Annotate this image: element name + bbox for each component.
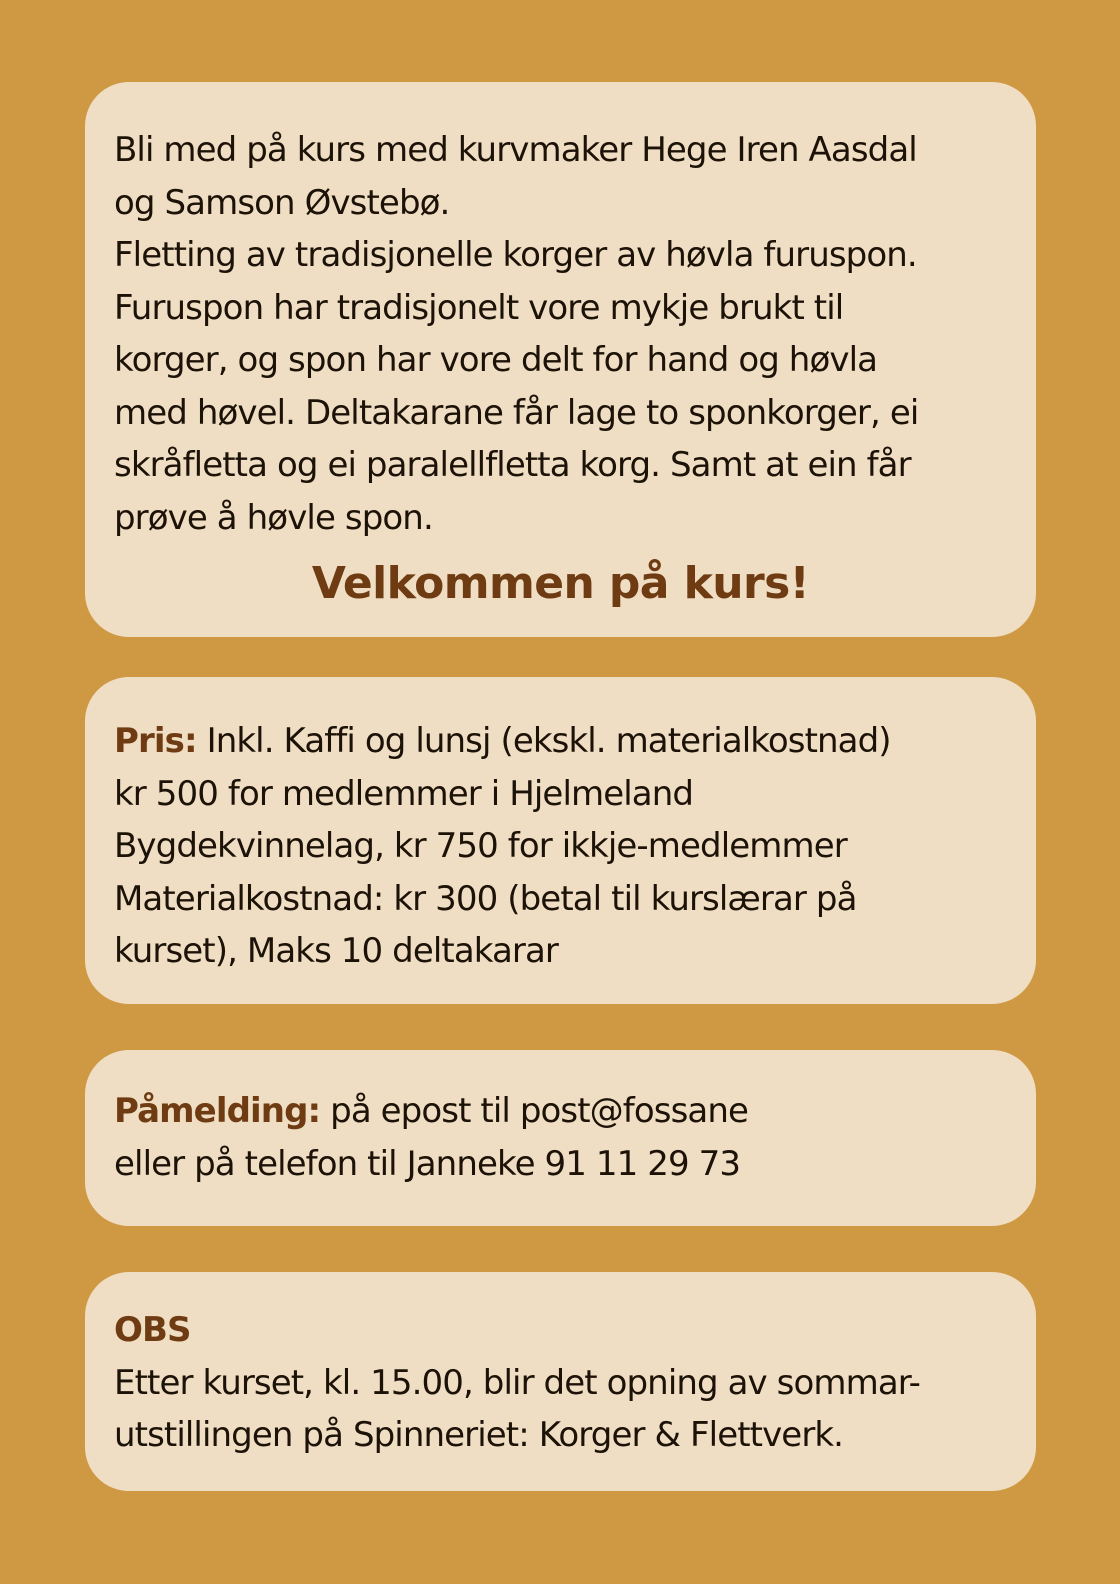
course-intro-card: [85, 82, 1036, 637]
signup-label: Påmelding:: [114, 1091, 321, 1131]
obs-line: utstillingen på Spinneriet: Korger & Flettverk.: [114, 1415, 844, 1455]
description-line: med høvel. Deltakarane får lage to sponkorger, ei: [114, 392, 919, 433]
description-line: korger, og spon har vore delt for hand og høvla: [114, 340, 878, 380]
price-first-text: Inkl. Kaffi og lunsj (ekskl. materialkostnad): [196, 721, 891, 761]
price-card: [85, 677, 1036, 1004]
obs-info: [114, 1304, 1012, 1462]
description-line: Bli med på kurs med kurvmaker Hege Iren Aasdal: [114, 130, 917, 170]
price-line: Bygdekvinnelag, kr 750 for ikkje-medlemmer: [114, 826, 847, 866]
price-label: Pris:: [114, 721, 197, 761]
description-line: og Samson Øvstebø.: [114, 182, 450, 223]
signup-card: [85, 1050, 1036, 1226]
obs-label: OBS: [114, 1310, 191, 1350]
obs-card: [85, 1272, 1036, 1491]
price-line: kurset), Maks 10 deltakarar: [114, 931, 558, 971]
signup-first-line: [114, 1085, 1012, 1138]
description-line: skråfletta og ei paralellfletta korg. Samt at ein får: [114, 445, 911, 485]
course-description: [114, 124, 1012, 544]
price-first-line: [114, 715, 1012, 768]
description-line: Furuspon har tradisjonelt vore mykje brukt til: [114, 287, 844, 328]
signup-line: eller på telefon til Janneke 91 11 29 73: [114, 1143, 741, 1184]
obs-line: Etter kurset, kl. 15.00, blir det opning av sommar-: [114, 1362, 921, 1403]
signup-first-text: på epost til post@fossane: [320, 1091, 748, 1131]
price-line: Materialkostnad: kr 300 (betal til kurslærar på: [114, 878, 857, 919]
description-line: prøve å høvle spon.: [114, 497, 433, 538]
price-info: [114, 715, 1012, 978]
price-line: kr 500 for medlemmer i Hjelmeland: [114, 773, 694, 814]
description-line: Fletting av tradisjonelle korger av høvla furuspon.: [114, 235, 917, 275]
welcome-heading: Velkommen på kurs!: [311, 558, 810, 609]
signup-info: [114, 1085, 1012, 1190]
